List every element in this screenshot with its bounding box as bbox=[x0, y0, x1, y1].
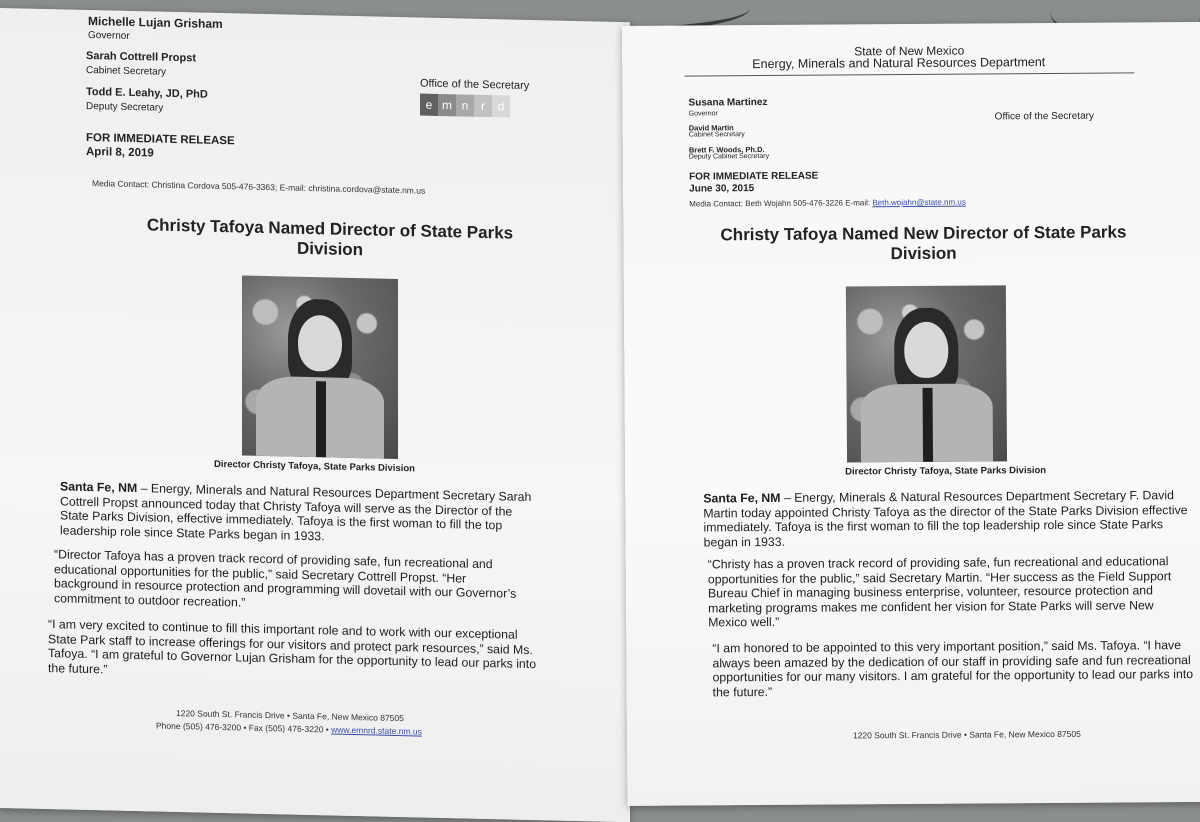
footer-url-link[interactable]: www.emnrd.state.nm.us bbox=[331, 724, 422, 737]
footer-contact bbox=[156, 721, 422, 737]
director-photo bbox=[242, 275, 398, 459]
photo-caption: Director Christy Tafoya, State Parks Division bbox=[845, 465, 1047, 478]
secretary-name: David Martin bbox=[688, 123, 734, 133]
footer-address: 1220 South St. Francis Drive • Santa Fe, New Mexico 87505 bbox=[176, 707, 404, 724]
release-label: FOR IMMEDIATE RELEASE bbox=[689, 170, 819, 183]
photo-caption: Director Christy Tafoya, State Parks Division bbox=[214, 458, 415, 475]
media-contact-email: christina.cordova@state.nm.us bbox=[308, 182, 426, 196]
media-contact-text: Media Contact: Christina Cordova 505-476-3363; E-mail: bbox=[92, 178, 307, 193]
paragraph-3: “I am honored to be appointed to this very important position,” said Ms. Tafoya. “I have always been amazed by the dedication of our staff in providing safe and fun recreational opportunities for our many visitors. I am grateful for the opportunity to lead our parks into the future.” bbox=[712, 638, 1194, 699]
dateline: Santa Fe, NM bbox=[60, 479, 138, 496]
dateline: Santa Fe, NM bbox=[703, 490, 781, 506]
paragraph-2: “Director Tafoya has a proven track record of providing safe, fun recreational and educational opportunities for the public,” said Secretary Cottrell Propst. “Her background in resource protection and programming will dovetail with our Governor’s commitment to outdoor recreation.” bbox=[54, 547, 517, 610]
office-of-secretary-label: Office of the Secretary bbox=[420, 77, 530, 93]
secretary-title: Cabinet Secretary bbox=[688, 131, 745, 139]
logo-letter: r bbox=[474, 95, 492, 117]
logo-letter: e bbox=[420, 94, 438, 116]
deputy-title: Deputy Secretary bbox=[86, 100, 164, 114]
deputy-title: Deputy Cabinet Secretary bbox=[688, 152, 770, 161]
logo-letter: n bbox=[456, 94, 474, 116]
paragraph-1-text: – Energy, Minerals and Natural Resources Department Secretary Sarah Cottrell Propst announced today that Christy Tafoya will serve as the Director of the State Parks Division, effective immediately. Tafoya is the first woman to fill the top leadership role since State Parks began in 1933. bbox=[60, 481, 532, 543]
headline: Christy Tafoya Named New Director of State Parks Division bbox=[720, 222, 1127, 263]
photo-tie bbox=[923, 388, 934, 462]
header-rule bbox=[684, 72, 1134, 76]
governor-title: Governor bbox=[688, 110, 718, 118]
office-of-secretary-label: Office of the Secretary bbox=[994, 110, 1094, 123]
paragraph-1-text: – Energy, Minerals & Natural Resources Department Secretary F. David Martin today appointed Christy Tafoya as the director of the State Parks Division effective immediately. Tafoya is the first woman to fill the top leadership role since State Parks began in 1933. bbox=[703, 488, 1188, 549]
media-contact bbox=[92, 178, 425, 196]
media-contact-text: Media Contact: Beth Wojahn 505-476-3226 E-mail: bbox=[689, 198, 871, 209]
footer-phone: Phone (505) 476-3200 • Fax (505) 476-3220 • bbox=[156, 720, 329, 735]
photo-tie bbox=[316, 381, 326, 457]
secretary-title: Cabinet Secretary bbox=[86, 64, 167, 78]
department-label: Energy, Minerals and Natural Resources Department bbox=[752, 55, 1046, 72]
governor-name: Michelle Lujan Grisham bbox=[88, 13, 223, 32]
paragraph-2: “Christy has a proven track record of providing safe, fun recreational and educational opportunities for the public,” said Secretary Martin. “Her success as the Field Support Bureau Chief in managing business enterprise, volunteer, resource protection and marketing programs makes me confident her vision for State Parks will serve New Mexico well.” bbox=[707, 554, 1172, 630]
deputy-name: Todd E. Leahy, JD, PhD bbox=[86, 85, 208, 101]
release-label: FOR IMMEDIATE RELEASE bbox=[86, 131, 235, 148]
emnrd-logo bbox=[420, 94, 510, 118]
paragraph-1 bbox=[60, 479, 540, 548]
secretary-name: Sarah Cottrell Propst bbox=[86, 49, 197, 65]
logo-letter: m bbox=[438, 94, 456, 116]
press-release-2019 bbox=[0, 8, 630, 822]
headline: Christy Tafoya Named Director of State Parks Division bbox=[146, 215, 514, 259]
photo-face bbox=[298, 315, 342, 372]
logo-letter: d bbox=[492, 95, 510, 117]
director-photo bbox=[846, 285, 1007, 462]
press-release-2015 bbox=[622, 22, 1200, 806]
deputy-name: Brett F. Woods, Ph.D. bbox=[688, 145, 765, 155]
governor-name: Susana Martinez bbox=[688, 96, 768, 109]
paragraph-1 bbox=[703, 488, 1189, 549]
governor-title: Governor bbox=[88, 29, 130, 42]
release-date: April 8, 2019 bbox=[86, 145, 154, 160]
media-contact bbox=[689, 198, 966, 209]
footer-address: 1220 South St. Francis Drive • Santa Fe, New Mexico 87505 bbox=[852, 728, 1081, 741]
paragraph-3: “I am very excited to continue to fill this important role and to work with our exceptional State Park staff to increase offerings for our visitors and protect park resources,” said Ms. Tafoya. “I am grateful to Governor Lujan Grisham for the opportunity to lead our parks into the future.” bbox=[48, 617, 537, 676]
media-contact-email-link[interactable]: Beth.wojahn@state.nm.us bbox=[872, 197, 966, 208]
photo-face bbox=[904, 322, 948, 378]
release-date: June 30, 2015 bbox=[689, 183, 755, 195]
state-label: State of New Mexico bbox=[854, 43, 965, 59]
